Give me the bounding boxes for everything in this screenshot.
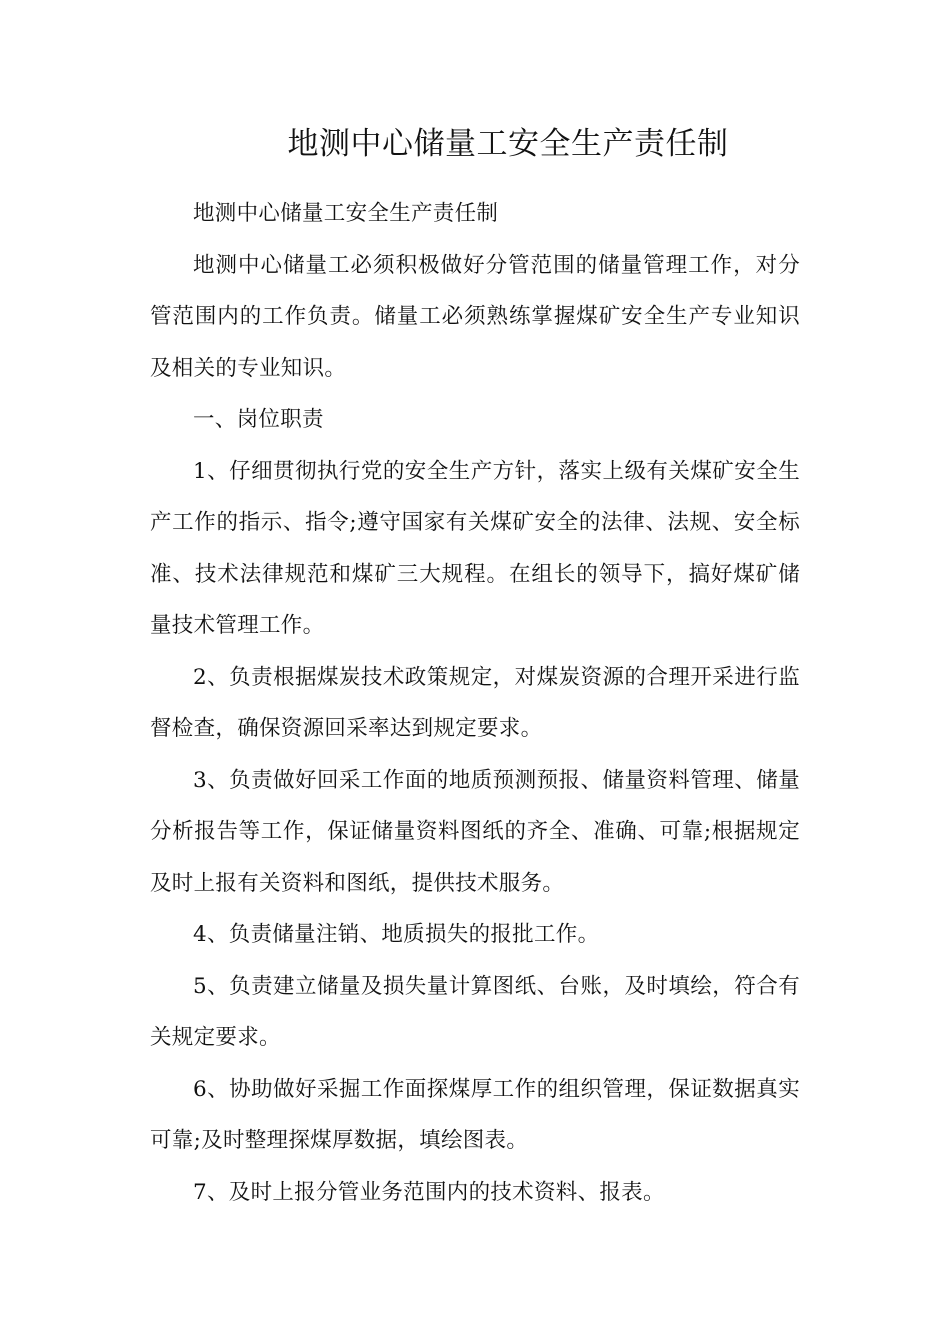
document-title: 地测中心储量工安全生产责任制: [287, 126, 729, 162]
section-heading-duties: 一、岗位职责: [193, 407, 324, 432]
paragraph-subtitle: 地测中心储量工安全生产责任制: [193, 201, 499, 226]
paragraph-item-1: 1、仔细贯彻执行党的安全生产方针，落实上级有关煤矿安全生产工作的指示、指令;遵守国家有关煤矿安全的法律、法规、安全标准、技术法律规范和煤矿三大规程。在组长的领导下，搞好煤矿储量技术管理工作。: [150, 458, 800, 638]
paragraph-item-2: 2、负责根据煤炭技术政策规定，对煤炭资源的合理开采进行监督检查，确保资源回采率达到规定要求。: [150, 664, 800, 741]
paragraph-item-7: 7、及时上报分管业务范围内的技术资料、报表。: [193, 1179, 665, 1205]
paragraph-item-5: 5、负责建立储量及损失量计算图纸、台账，及时填绘，符合有关规定要求。: [150, 973, 800, 1050]
document-body: [150, 188, 800, 1218]
paragraph-intro: 地测中心储量工必须积极做好分管范围的储量管理工作，对分管范围内的工作负责。储量工必须熟练掌握煤矿安全生产专业知识及相关的专业知识。: [150, 252, 800, 381]
paragraph-item-4: 4、负责储量注销、地质损失的报批工作。: [193, 922, 600, 947]
paragraph-item-6: 6、协助做好采掘工作面探煤厚工作的组织管理，保证数据真实可靠;及时整理探煤厚数据，填绘图表。: [150, 1076, 800, 1153]
paragraph-item-3: 3、负责做好回采工作面的地质预测预报、储量资料管理、储量分析报告等工作，保证储量资料图纸的齐全、准确、可靠;根据规定及时上报有关资料和图纸，提供技术服务。: [150, 767, 800, 896]
